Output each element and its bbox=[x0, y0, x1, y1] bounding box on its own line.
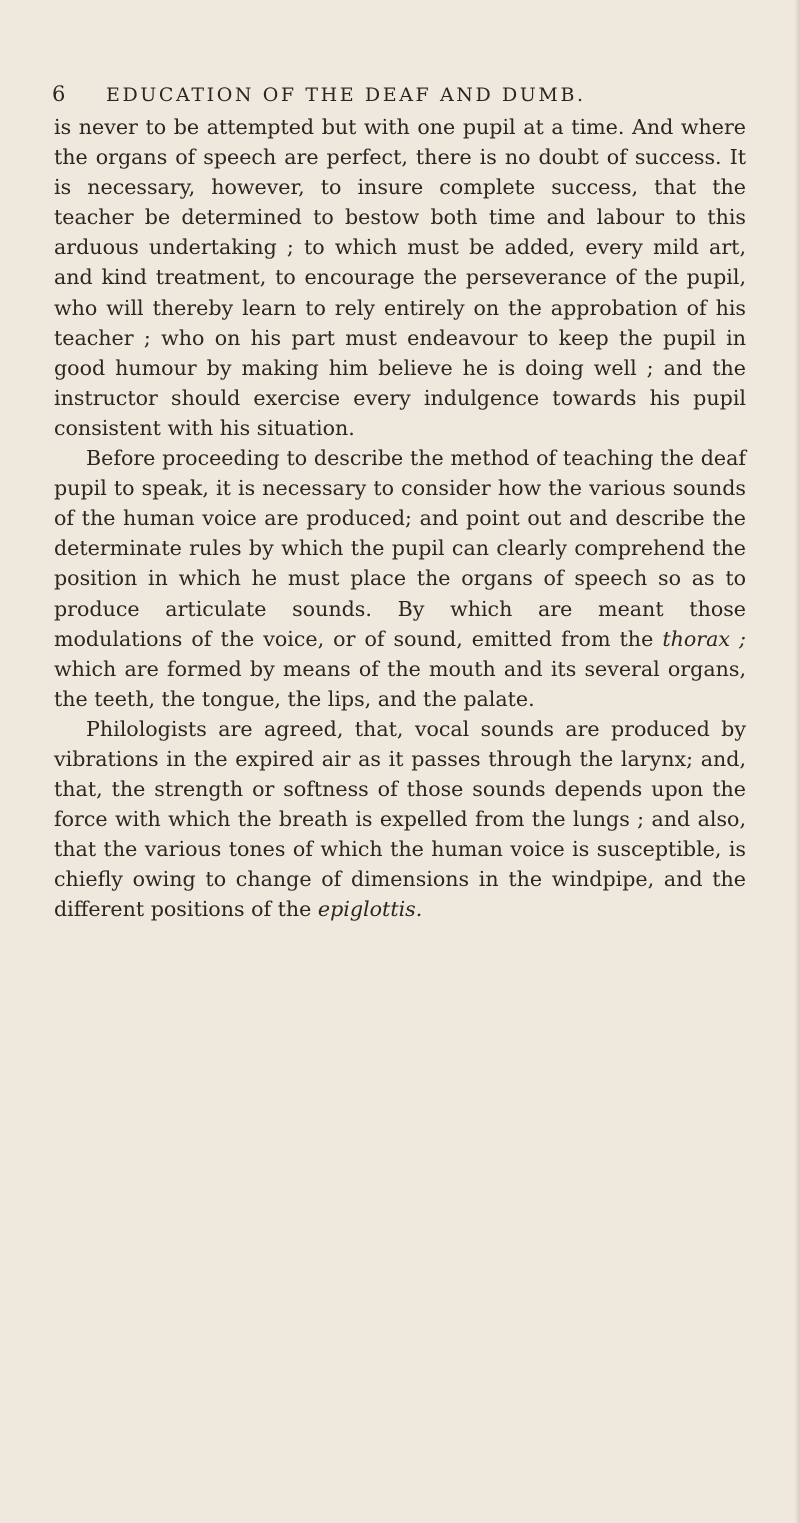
paragraph-2-text-end: which are formed by means of the mouth and its several organs, the teeth, the tongue, the lips, and the palate. bbox=[54, 656, 746, 711]
running-head: EDUCATION OF THE DEAF AND DUMB. bbox=[106, 84, 586, 106]
paragraph-3-italic-term: epiglottis. bbox=[317, 897, 423, 922]
page-number: 6 bbox=[52, 82, 66, 106]
paragraph-2 bbox=[54, 443, 746, 714]
paragraph-2-text-start: Before proceeding to describe the method of teaching the deaf pupil to speak, it is necessary to consider how the various sounds of the human voice are produced; and point out and describe the determinate rules by which the pupil can clearly comprehend the position in which he must place the organs of speech so as to produce articulate sounds. By which are meant those modulations of the voice, or of sound, emitted from the bbox=[54, 446, 746, 651]
paragraph-2-italic-term: thorax ; bbox=[662, 626, 746, 651]
paragraph-3-text-start: Philologists are agreed, that, vocal sounds are produced by vibrations in the expired air as it passes through the larynx; and, that, the strength or softness of those sounds depends upon the force with which the breath is expelled from the lungs ; and also, that the various tones of which the human voice is susceptible, is chiefly owing to change of dimensions in the windpipe, and the different positions of the bbox=[54, 716, 746, 922]
body-text bbox=[54, 112, 746, 925]
page-edge-shadow bbox=[794, 0, 800, 1523]
paragraph-1: is never to be attempted but with one pupil at a time. And where the organs of speech are perfect, there is no doubt of success. It is necessary, however, to insure complete success, that the teacher be determined to bestow both time and labour to this arduous undertaking ; to which must be added, every mild art, and kind treatment, to encourage the perseverance of the pupil, who will thereby learn to rely entirely on the approbation of his teacher ; who on his part must endeavour to keep the pupil in good humour by making him believe he is doing well ; and the instructor should exercise every indulgence towards his pupil consistent with his situation. bbox=[54, 115, 746, 440]
paragraph-3 bbox=[54, 714, 746, 925]
